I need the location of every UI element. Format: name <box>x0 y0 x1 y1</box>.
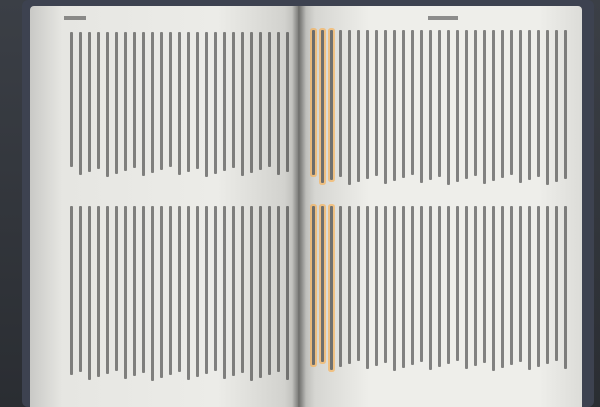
text-line <box>402 30 405 178</box>
left-running-head <box>64 16 86 20</box>
text-line <box>429 206 432 370</box>
text-line <box>402 206 405 368</box>
text-line <box>277 32 280 175</box>
text-line <box>70 206 73 375</box>
text-line <box>465 30 468 179</box>
text-line <box>268 206 271 375</box>
text-line <box>124 206 127 379</box>
text-line <box>564 206 567 369</box>
text-line <box>187 206 190 380</box>
text-line <box>510 206 513 365</box>
text-line <box>115 32 118 174</box>
text-line <box>348 30 351 185</box>
text-line <box>151 32 154 173</box>
text-line <box>528 206 531 370</box>
text-line <box>268 32 271 167</box>
text-line <box>366 206 369 369</box>
text-line <box>70 32 73 167</box>
text-line <box>411 30 414 175</box>
text-line <box>564 30 567 179</box>
text-line <box>393 30 396 181</box>
text-line <box>474 206 477 366</box>
text-line <box>447 30 450 185</box>
text-line <box>259 206 262 378</box>
text-line <box>196 206 199 377</box>
text-line <box>438 206 441 367</box>
text-line <box>205 206 208 374</box>
text-line <box>483 206 486 363</box>
text-line <box>510 30 513 175</box>
text-line <box>160 32 163 170</box>
text-line <box>375 206 378 366</box>
text-line <box>312 206 315 365</box>
text-line <box>277 206 280 372</box>
text-line <box>286 32 289 172</box>
text-line <box>250 32 253 173</box>
text-line <box>97 206 100 377</box>
text-line <box>483 30 486 184</box>
text-line <box>106 32 109 177</box>
text-line <box>214 32 217 174</box>
text-line <box>241 206 244 373</box>
text-line <box>133 206 136 376</box>
left-page <box>30 6 298 407</box>
text-line <box>321 30 324 183</box>
text-line <box>178 206 181 372</box>
text-line <box>429 30 432 180</box>
text-line <box>492 206 495 371</box>
text-line <box>420 30 423 183</box>
text-line <box>286 206 289 380</box>
book-gutter <box>292 6 306 407</box>
text-line <box>223 206 226 379</box>
text-line <box>223 32 226 171</box>
text-line <box>169 32 172 167</box>
text-line <box>366 30 369 179</box>
text-line <box>501 206 504 368</box>
text-line <box>115 206 118 371</box>
text-line <box>537 206 540 367</box>
text-line <box>447 206 450 364</box>
text-line <box>537 30 540 177</box>
text-line <box>528 30 531 180</box>
text-line <box>321 206 324 362</box>
text-line <box>160 206 163 378</box>
text-line <box>519 206 522 362</box>
text-line <box>97 32 100 169</box>
text-line <box>79 32 82 175</box>
right-running-head <box>428 16 458 20</box>
text-line <box>384 206 387 363</box>
text-line <box>124 32 127 171</box>
text-line <box>106 206 109 374</box>
text-line <box>456 206 459 361</box>
text-line <box>375 30 378 176</box>
text-line <box>465 206 468 369</box>
text-line <box>241 32 244 176</box>
text-line <box>339 30 342 177</box>
text-line <box>312 30 315 175</box>
text-line <box>456 30 459 182</box>
text-line <box>393 206 396 371</box>
text-line <box>438 30 441 177</box>
text-line <box>330 30 333 180</box>
text-line <box>555 206 558 361</box>
text-line <box>339 206 342 367</box>
text-line <box>79 206 82 372</box>
text-line <box>232 32 235 168</box>
text-line <box>232 206 235 376</box>
text-line <box>169 206 172 375</box>
text-line <box>178 32 181 175</box>
text-line <box>420 206 423 362</box>
text-line <box>348 206 351 364</box>
text-line <box>205 32 208 177</box>
text-line <box>142 32 145 176</box>
text-line <box>330 206 333 370</box>
text-line <box>501 30 504 178</box>
text-line <box>555 30 558 182</box>
text-line <box>474 30 477 176</box>
text-line <box>492 30 495 181</box>
text-line <box>259 32 262 170</box>
text-line <box>357 30 360 182</box>
text-line <box>133 32 136 168</box>
text-line <box>357 206 360 361</box>
text-line <box>88 206 91 380</box>
text-line <box>196 32 199 169</box>
text-line <box>519 30 522 183</box>
right-page <box>298 6 582 407</box>
text-line <box>214 206 217 371</box>
text-line <box>151 206 154 381</box>
text-line <box>187 32 190 172</box>
text-line <box>88 32 91 172</box>
text-line <box>411 206 414 365</box>
text-line <box>250 206 253 381</box>
text-line <box>546 30 549 185</box>
text-line <box>546 206 549 364</box>
text-line <box>142 206 145 373</box>
text-line <box>384 30 387 184</box>
